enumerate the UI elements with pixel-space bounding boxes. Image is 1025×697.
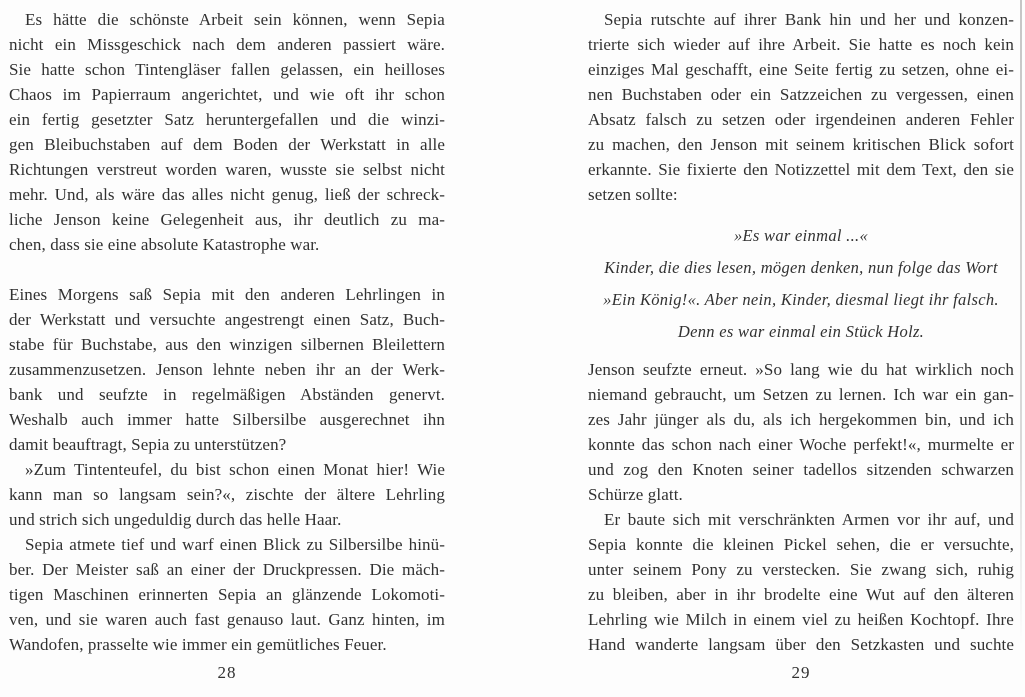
text-line bbox=[9, 357, 445, 382]
text-line bbox=[588, 557, 1014, 582]
line-text: liche Jenson keine Gelegenheit aus, ihr deutlich zu ma- bbox=[9, 210, 445, 229]
line-text: Kinder, die dies lesen, mögen denken, nun folge das Wort bbox=[604, 258, 998, 277]
line-text: und zog den Knoten seiner tadellos sitzenden schwarzen bbox=[588, 460, 1015, 479]
text-line bbox=[588, 407, 1014, 432]
text-line bbox=[588, 157, 1014, 182]
quote-line bbox=[588, 252, 1014, 284]
line-text: und strich sich ungeduldig durch das helle Haar. bbox=[9, 510, 342, 529]
line-text: unter seinem Pony zu verstecken. Sie zwang sich, ruhig bbox=[588, 560, 1015, 579]
typeset-quote bbox=[588, 220, 1014, 348]
text-line bbox=[9, 207, 445, 232]
text-line bbox=[588, 632, 1014, 657]
text-line bbox=[9, 282, 445, 307]
line-text: Wandofen, prasselte wie immer ein gemütliches Feuer. bbox=[9, 635, 387, 654]
page-number-left: 28 bbox=[217, 663, 237, 682]
line-text: Hand wanderte langsam über den Setzkasten und suchte bbox=[588, 635, 1015, 654]
text-line bbox=[9, 632, 445, 657]
text-line bbox=[588, 457, 1014, 482]
quote-line bbox=[588, 316, 1014, 348]
text-line bbox=[9, 407, 445, 432]
text-line bbox=[9, 582, 445, 607]
line-text: Er baute sich mit verschränkten Armen vor ihr auf, und bbox=[604, 510, 1014, 529]
line-text: trierte sich wieder auf ihre Arbeit. Sie hatte es noch kein bbox=[588, 35, 1015, 54]
right-page bbox=[588, 7, 1014, 657]
line-text: zu machen, den Jenson mit seinem kritischen Blick sofort bbox=[588, 135, 1015, 154]
line-text: ein fertig gesetzter Satz heruntergefallen und die winzi- bbox=[9, 110, 445, 129]
line-text: nen Buchstaben oder ein Satzzeichen zu vergessen, einen bbox=[588, 85, 1015, 104]
text-line bbox=[588, 182, 1014, 207]
text-line bbox=[9, 307, 445, 332]
line-text: setzen sollte: bbox=[588, 185, 678, 204]
text-line bbox=[9, 482, 445, 507]
line-text: stabe für Buchstabe, aus den winzigen silbernen Bleilettern bbox=[9, 335, 446, 354]
line-text: bank und seufzte in regelmäßigen Abständen genervt. bbox=[9, 385, 446, 404]
paragraph bbox=[9, 532, 445, 657]
line-text: Absatz falsch zu setzen oder irgendeinen anderen Fehler bbox=[588, 110, 1014, 129]
text-line bbox=[588, 432, 1014, 457]
text-line bbox=[588, 532, 1014, 557]
line-text: Chaos im Papierraum angerichtet, und wie oft ihr schon bbox=[9, 85, 446, 104]
line-text: Sepia konnte die kleinen Pickel sehen, die er versuchte, bbox=[588, 535, 1014, 554]
text-line bbox=[588, 507, 1014, 532]
line-text: Jenson seufzte erneut. »So lang wie du hat wirklich noch bbox=[588, 360, 1015, 379]
line-text: ven, und sie waren auch fast genauso laut. Ganz hinten, im bbox=[9, 610, 445, 629]
text-line bbox=[588, 382, 1014, 407]
line-text: niemand gebraucht, um Setzen zu lernen. Ich war ein gan- bbox=[588, 385, 1015, 404]
text-line bbox=[9, 457, 445, 482]
text-line bbox=[9, 82, 445, 107]
paragraph-break bbox=[9, 257, 445, 282]
line-text: Schürze glatt. bbox=[588, 485, 683, 504]
line-text: tigen Maschinen erinnerten Sepia an glänzende Lokomoti- bbox=[9, 585, 446, 604]
text-line bbox=[9, 32, 445, 57]
text-line bbox=[9, 157, 445, 182]
text-line bbox=[588, 7, 1014, 32]
text-line bbox=[588, 357, 1014, 382]
text-line bbox=[9, 432, 445, 457]
paragraph bbox=[588, 7, 1014, 207]
line-text: Denn es war einmal ein Stück Holz. bbox=[677, 322, 925, 341]
text-line bbox=[9, 557, 445, 582]
text-line bbox=[9, 382, 445, 407]
line-text: Richtungen verstreut worden waren, wusste sie selbst nicht bbox=[9, 160, 445, 179]
line-text: kann man so langsam sein?«, zischte der ältere Lehrling bbox=[9, 485, 445, 504]
line-text: einziges Mal geschafft, eine Seite fertig zu setzen, ohne ei- bbox=[588, 60, 1014, 79]
line-text: Es hätte die schönste Arbeit sein können, wenn Sepia bbox=[25, 10, 445, 29]
text-line bbox=[588, 132, 1014, 157]
left-page bbox=[9, 7, 445, 657]
text-line bbox=[588, 82, 1014, 107]
line-text: Eines Morgens saß Sepia mit den anderen Lehrlingen in bbox=[9, 285, 445, 304]
line-text: zusammenzusetzen. Jenson lehnte neben ihr an der Werk- bbox=[9, 360, 445, 379]
paragraph bbox=[9, 282, 445, 457]
text-line bbox=[588, 107, 1014, 132]
text-line bbox=[9, 7, 445, 32]
text-line bbox=[9, 132, 445, 157]
line-text: ber. Der Meister saß an einer der Druckpressen. Die mäch- bbox=[9, 560, 446, 579]
line-text: Weshalb auch immer hatte Silbersilbe ausgerechnet ihn bbox=[9, 410, 446, 429]
text-line bbox=[9, 182, 445, 207]
paragraph bbox=[588, 507, 1014, 657]
text-line bbox=[9, 507, 445, 532]
line-text: konnte das schon nach einer Woche perfekt!«, murmelte er bbox=[588, 435, 1015, 454]
quote-line bbox=[588, 220, 1014, 252]
line-text: Sepia rutschte auf ihrer Bank hin und her und konzen- bbox=[604, 10, 1014, 29]
paragraph bbox=[588, 357, 1014, 507]
paragraph bbox=[9, 457, 445, 532]
text-line bbox=[9, 607, 445, 632]
line-text: »Ein König!«. Aber nein, Kinder, diesmal liegt ihr falsch. bbox=[603, 290, 999, 309]
line-text: nicht ein Missgeschick nach dem anderen passiert wäre. bbox=[9, 35, 445, 54]
text-line bbox=[9, 532, 445, 557]
line-text: chen, dass sie eine absolute Katastrophe war. bbox=[9, 235, 320, 254]
line-text: »Es war einmal ...« bbox=[733, 226, 869, 245]
paragraph bbox=[9, 7, 445, 257]
text-line bbox=[9, 107, 445, 132]
line-text: zu bleiben, aber in ihr brodelte eine Wut auf den älteren bbox=[588, 585, 1014, 604]
line-text: Sie hatte schon Tintengläser fallen gelassen, ein heilloses bbox=[9, 60, 446, 79]
text-line bbox=[588, 57, 1014, 82]
page-number-right: 29 bbox=[791, 663, 811, 682]
text-line bbox=[588, 32, 1014, 57]
text-line bbox=[588, 582, 1014, 607]
line-text: erkannte. Sie fixierte den Notizzettel mit dem Text, den sie bbox=[588, 160, 1015, 179]
text-line bbox=[588, 482, 1014, 507]
line-text: mehr. Und, als wäre das alles nicht genug, ließ der schreck- bbox=[9, 185, 445, 204]
line-text: damit beauftragt, Sepia zu unterstützen? bbox=[9, 435, 287, 454]
line-text: gen Bleibuchstaben auf dem Boden der Werkstatt in alle bbox=[9, 135, 445, 154]
line-text: der Werkstatt und versuchte angestrengt einen Satz, Buch- bbox=[9, 310, 445, 329]
quote-line bbox=[588, 284, 1014, 316]
line-text: Lehrling wie Milch in einem viel zu heißen Kochtopf. Ihre bbox=[588, 610, 1014, 629]
line-text: »Zum Tintenteufel, du bist schon einen Monat hier! Wie bbox=[25, 460, 446, 479]
text-line bbox=[9, 332, 445, 357]
page-edge-shadow bbox=[1020, 0, 1022, 645]
text-line bbox=[9, 57, 445, 82]
text-line bbox=[588, 607, 1014, 632]
line-text: zes Jahr jünger als du, als ich hergekommen bin, und ich bbox=[588, 410, 1015, 429]
text-line bbox=[9, 232, 445, 257]
line-text: Sepia atmete tief und warf einen Blick zu Silbersilbe hinü- bbox=[25, 535, 446, 554]
